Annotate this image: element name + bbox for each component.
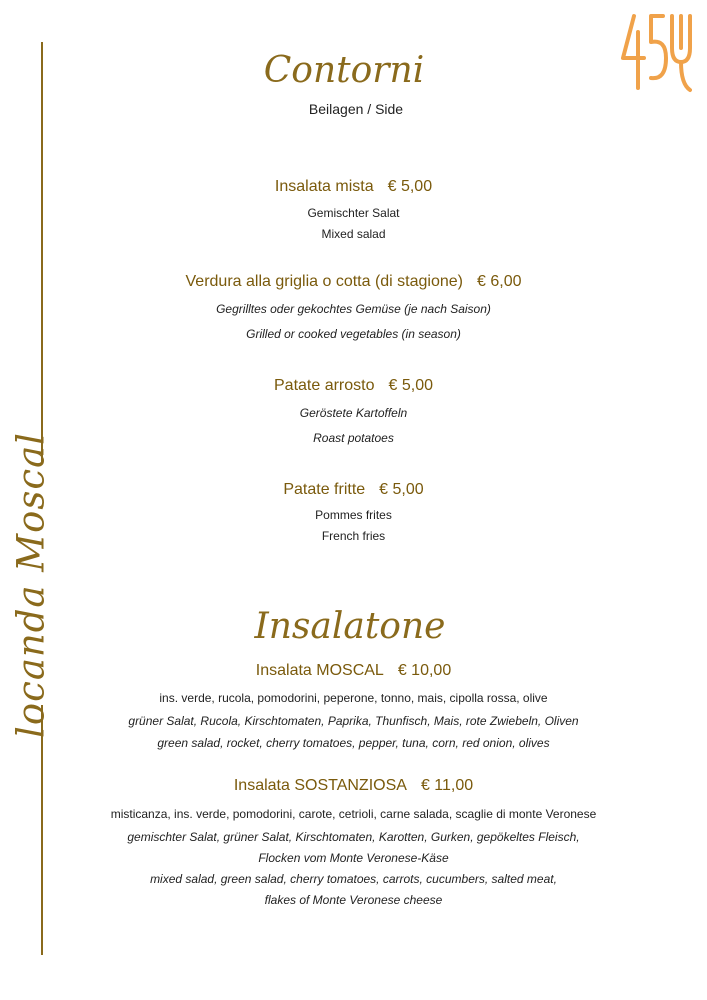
dish-price: € 5,00: [387, 178, 433, 195]
dish-desc-en: French fries: [321, 529, 386, 543]
dish-title: [0, 662, 707, 680]
dish-name: Insalata MOSCAL: [255, 662, 384, 679]
dish-title: [0, 777, 707, 795]
dish-name: Verdura alla griglia o cotta (di stagione): [185, 273, 463, 290]
dish-desc-de: Gemischter Salat: [307, 206, 400, 220]
dish-name: Patate arrosto: [274, 377, 375, 394]
dish-desc-en: flakes of Monte Veronese cheese: [264, 893, 443, 907]
dish-price: € 11,00: [420, 777, 474, 794]
dish-desc-it: misticanza, ins. verde, pomodorini, carote, cetrioli, carne salada, scaglie di monte Veronese: [110, 807, 597, 821]
dish-title: [0, 178, 707, 196]
brand-vertical-text: locanda Moscal: [9, 432, 53, 738]
dish-name: Patate fritte: [283, 481, 366, 498]
dish-price: € 10,00: [397, 662, 452, 679]
dish-desc-de: Geröstete Kartoffeln: [299, 406, 408, 420]
dish-desc-en: Grilled or cooked vegetables (in season): [246, 327, 461, 341]
dish-desc-en: green salad, rocket, cherry tomatoes, pepper, tuna, corn, red onion, olives: [157, 736, 550, 750]
dish-desc-en: mixed salad, green salad, cherry tomatoes, carrots, cucumbers, salted meat,: [150, 872, 557, 886]
dish-desc-en: Roast potatoes: [313, 431, 394, 445]
dish-name: Insalata SOSTANZIOSA: [233, 777, 407, 794]
dish-price: € 5,00: [388, 377, 433, 394]
dish-desc-it: ins. verde, rucola, pomodorini, peperone, tonno, mais, cipolla rossa, olive: [159, 691, 548, 705]
dish-name: Insalata mista: [274, 178, 374, 195]
dish-title: [0, 481, 707, 499]
dish-desc-en: Mixed salad: [321, 227, 386, 241]
dish-desc-de: Pommes frites: [315, 508, 392, 522]
section-subtitle: Beilagen / Side: [308, 101, 404, 117]
dish-price: € 5,00: [379, 481, 424, 498]
dish-price: € 6,00: [477, 273, 522, 290]
dish-desc-de: Gegrilltes oder gekochtes Gemüse (je nach Saison): [216, 302, 491, 316]
dish-desc-de: gemischter Salat, grüner Salat, Kirschtomaten, Karotten, Gurken, gepökeltes Fleisch,: [127, 830, 580, 844]
dish-title: [0, 273, 707, 291]
dish-title: [0, 377, 707, 395]
dish-desc-de: grüner Salat, Rucola, Kirschtomaten, Paprika, Thunfisch, Mais, rote Zwiebeln, Oliven: [128, 714, 579, 728]
section-title-insalatone: Insalatone: [254, 606, 446, 647]
section-title-contorni: Contorni: [263, 50, 425, 91]
dish-desc-de: Flocken vom Monte Veronese-Käse: [258, 851, 449, 865]
